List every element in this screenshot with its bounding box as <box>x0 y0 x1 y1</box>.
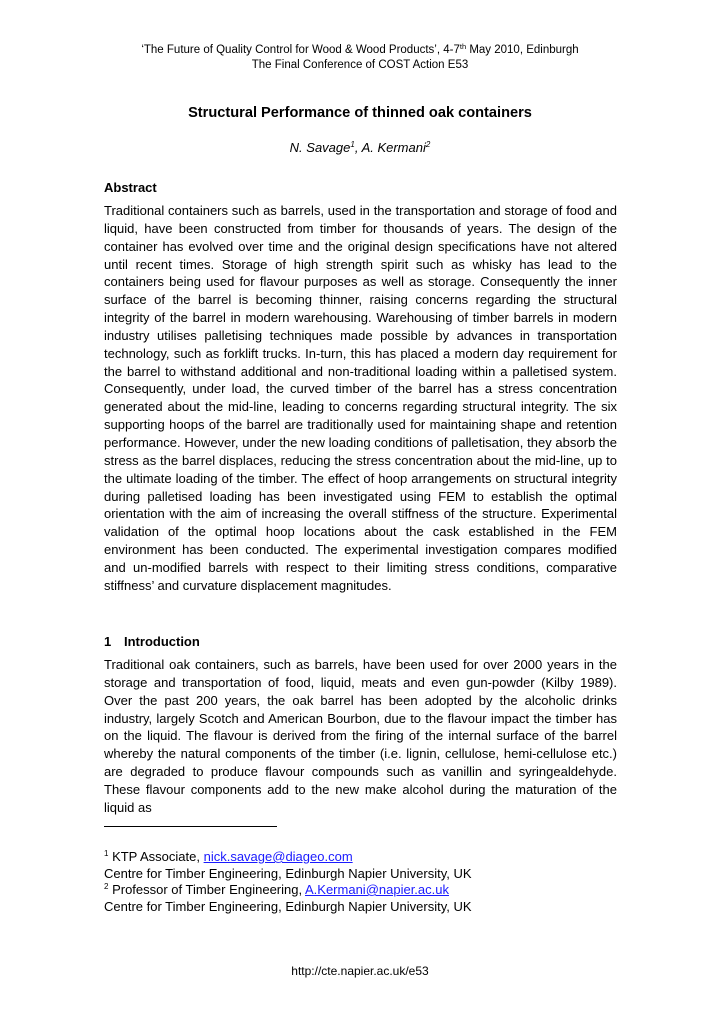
header-line-1: ‘The Future of Quality Control for Wood & Wood Products’, 4-7th May 2010, Edinburgh <box>141 42 579 56</box>
paper-title: Structural Performance of thinned oak containers <box>188 105 532 121</box>
author-kermani: A. Kermani <box>361 140 426 155</box>
email-link-kermani[interactable]: A.Kermani@napier.ac.uk <box>305 882 449 897</box>
introduction-text: Traditional oak containers, such as barrels, have been used for over 2000 years in the storage and transportation of food, liquid, meats and even gun-powder (Kilby 1989). Over the past 200 years, the oak barrel has been adopted by the alcoholic drinks industry, largely Scotch and American Bourbon, due to the flavour impact the timber has on the liquid. The flavour is derived from the firing of the internal surface of the barrel whereby the natural components of the timber (i.e. lignin, cellulose, hemi-cellulose etc.) are degraded to produce flavour compounds such as vanillin and syringealdehyde. These flavour components add to the new make alcohol during the maturation of the liquid as <box>104 657 617 815</box>
footer-url: http://cte.napier.ac.uk/e53 <box>291 964 429 978</box>
abstract-heading: Abstract <box>104 180 157 195</box>
footnote-2: $^2$ Professor of Timber Engineering, A.Kermani@napier.ac.uk <box>104 882 449 897</box>
email-link-savage[interactable]: nick.savage@diageo.com <box>203 849 353 864</box>
introduction-heading <box>104 634 200 649</box>
abstract-text: Traditional containers such as barrels, used in the transportation and storage of food and liquid, have been constructed from timber for thousands of years. The design of the container has evolved over time and the original design specifications have not altered until recent times. Storage of high strength spirit such as whisky has lead to the containers being used for flavour purposes as well as storage. Consequently the inner surface of the barrel is becoming thinner, raising concerns regarding the structural integrity of the barrel in modern warehousing. Warehousing of timber barrels in modern industry utilises palletising techniques made possible by advances in transportation technology, such as forklift trucks. In-turn, this has placed a modern day requirement for the barrel to withstand additional and non-traditional loading within a palletised system. Consequently, under load, the curved timber of the barrel has a stress concentration generated about the mid-line, leading to concerns regarding structural integrity. The six supporting hoops of the barrel are traditionally used for maintaining shape and retention performance. However, under the new loading conditions of palletisation, they absorb the stress as the barrel displaces, reducing the stress concentration about the mid-line, up to the ultimate loading of the timber. The effect of hoop arrangements on structural integrity during palletised loading has been investigated using FEM to establish the optimal orientation with the aim of increasing the overall stiffness of the structure. Experimental validation of the optimal hoop locations about the cask established in the FEM environment has been conducted. The experimental investigation compares modified and un-modified barrels with respect to their limiting stress conditions, comparative stiffness’ and curvature displacement magnitudes. <box>104 203 617 593</box>
author-savage-affiliation-mark: 1 <box>350 140 355 149</box>
author-kermani-affiliation-mark: 2 <box>425 140 431 149</box>
footnotes <box>104 849 617 915</box>
footnote-separator <box>104 826 277 827</box>
author-list: N. Savage$^1$, A. Kermani$^2$ <box>289 140 431 155</box>
header-line-2: The Final Conference of COST Action E53 <box>251 59 469 71</box>
footnote-1-affiliation: Centre for Timber Engineering, Edinburgh Napier University, UK <box>104 865 472 881</box>
footnote-1: $^1$ KTP Associate, nick.savage@diageo.com <box>104 849 353 864</box>
footnote-2-affiliation: Centre for Timber Engineering, Edinburgh Napier University, UK <box>104 898 472 914</box>
conference-header <box>0 43 720 73</box>
author-savage: N. Savage <box>289 140 351 155</box>
section-number: 1 <box>104 634 112 649</box>
section-title: Introduction <box>124 634 200 649</box>
